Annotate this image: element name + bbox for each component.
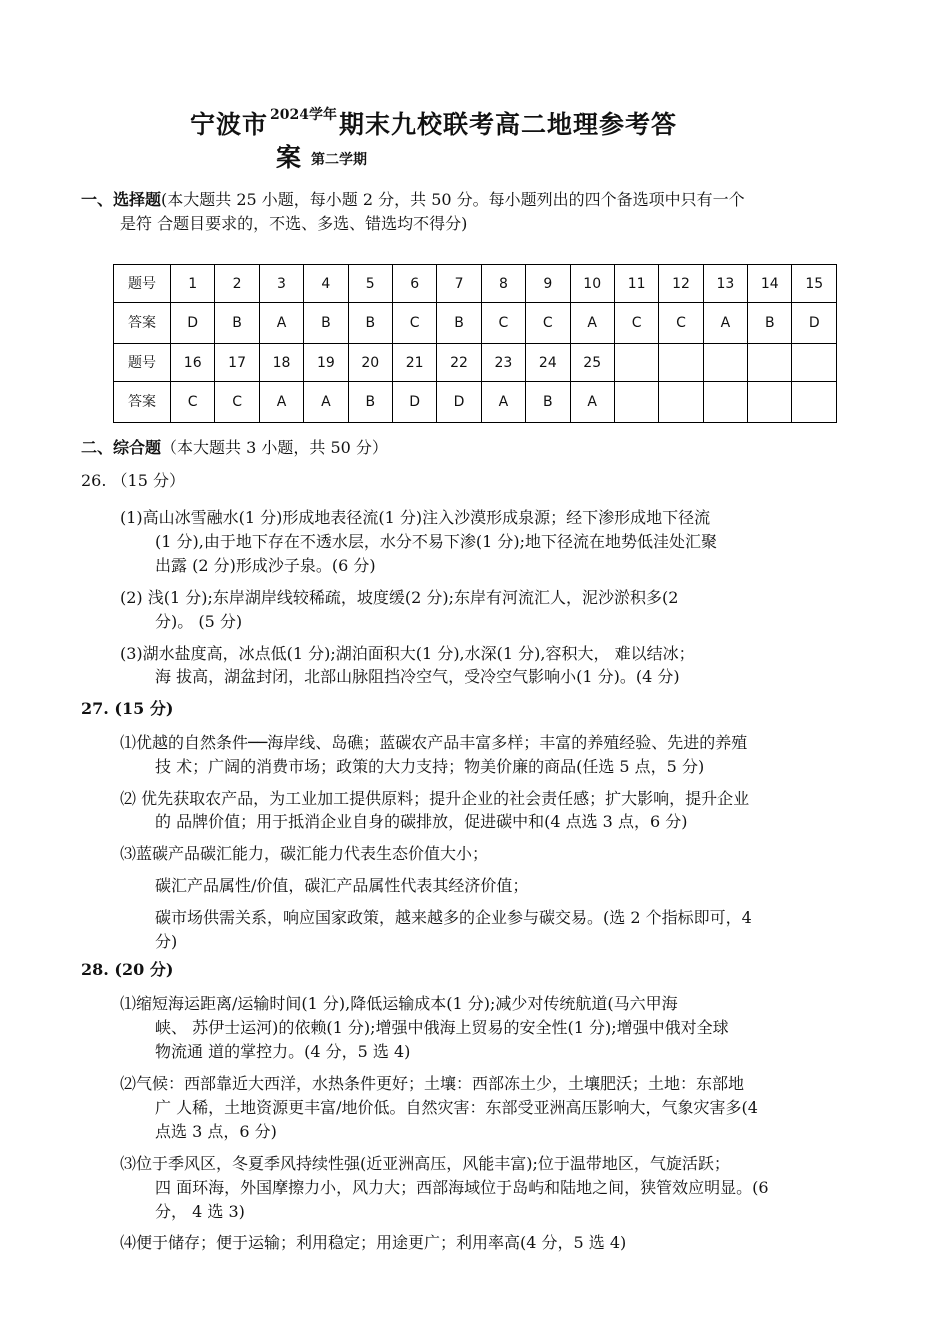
question-number-cell: 11: [614, 265, 658, 303]
answer-cell: C: [481, 303, 525, 344]
question-number-cell: 22: [437, 344, 481, 382]
answer-cell: [748, 382, 792, 423]
q28-part2-line3: 点选 3 点，6 分): [155, 1122, 277, 1141]
q27-part3-line2: 碳汇产品属性/价值，碳汇产品属性代表其经济价值；: [155, 876, 529, 895]
question-number-cell: 18: [259, 344, 303, 382]
page-title: [190, 107, 677, 141]
q28-part3-line3: 分， 4 选 3): [155, 1202, 245, 1221]
question-number-cell: 2: [215, 265, 259, 303]
answer-cell: B: [304, 303, 348, 344]
answer-cell: C: [659, 303, 703, 344]
question-number-cell: [792, 344, 837, 382]
q26-part2-line1: (2) 浅(1 分);东岸湖岸线较稀疏，坡度缓(2 分);东岸有河流汇人，泥沙淤积多(2: [120, 588, 679, 607]
answer-cell: D: [437, 382, 481, 423]
q28-part1-line1: ⑴缩短海运距离/运输时间(1 分),降低运输成本(1 分);减少对传统航道(马六甲海: [120, 994, 678, 1013]
q27-heading: 27. (15 分): [81, 699, 174, 718]
answer-cell: D: [792, 303, 837, 344]
title-semester: 第二学期: [311, 152, 368, 168]
question-number-cell: 10: [570, 265, 614, 303]
question-number-cell: 16: [171, 344, 215, 382]
question-number-cell: 7: [437, 265, 481, 303]
section1-label: 一、选择题: [81, 190, 162, 209]
row-label: 题号: [114, 344, 171, 382]
question-number-cell: 14: [748, 265, 792, 303]
answer-row: [114, 303, 837, 344]
section1-desc-line1: (本大题共 25 小题，每小题 2 分，共 50 分。每小题列出的四个备选项中只有一个: [161, 190, 745, 209]
q26-part2-line2: 分)。 (5 分): [155, 612, 243, 631]
answer-cell: B: [348, 382, 392, 423]
q27-part2-line2: 的 品牌价值；用于抵消企业自身的碳排放，促进碳中和(4 点选 3 点，6 分): [155, 812, 688, 831]
answer-cell: B: [748, 303, 792, 344]
q27-part3-line3: 碳市场供需关系，响应国家政策，越来越多的企业参与碳交易。(选 2 个指标即可，4: [155, 908, 752, 927]
q26-part1-line2: (1 分),由于地下存在不透水层，水分不易下渗(1 分);地下径流在地势低洼处汇聚: [155, 532, 717, 551]
title-year: 2024学年: [270, 107, 337, 123]
question-number-cell: 8: [481, 265, 525, 303]
question-number-cell: [748, 344, 792, 382]
question-number-cell: 24: [526, 344, 570, 382]
question-number-cell: 1: [171, 265, 215, 303]
question-number-cell: 9: [526, 265, 570, 303]
q28-part1-line3: 物流通 道的掌控力。(4 分，5 选 4): [155, 1042, 411, 1061]
answer-cell: C: [392, 303, 436, 344]
answer-cell: A: [481, 382, 525, 423]
question-number-cell: [659, 344, 703, 382]
question-number-cell: 25: [570, 344, 614, 382]
section2-desc: （本大题共 3 小题，共 50 分）: [161, 438, 388, 457]
answer-cell: A: [703, 303, 747, 344]
page-title-continued: [276, 143, 368, 174]
q27-part2-line1: ⑵ 优先获取农产品，为工业加工提供原料；提升企业的社会责任感；扩大影响，提升企业: [120, 789, 750, 808]
q28-part2-line2: 广 人稀，土地资源更丰富/地价低。自然灾害：东部受亚洲高压影响大，气象灾害多(4: [155, 1098, 758, 1117]
answer-cell: [614, 382, 658, 423]
q28-part1-line2: 峡、 苏伊士运河)的依赖(1 分);增强中俄海上贸易的安全性(1 分);增强中俄对全球: [155, 1018, 729, 1037]
answer-table: [113, 264, 837, 423]
q28-part3-line1: ⑶位于季风区，冬夏季风持续性强(近亚洲高压，风能丰富);位于温带地区，气旋活跃；: [120, 1154, 730, 1173]
question-number-cell: [614, 344, 658, 382]
question-number-cell: 13: [703, 265, 747, 303]
q27-part1-line2: 技 术；广阔的消费市场；政策的大力支持；物美价廉的商品(任选 5 点，5 分): [155, 757, 705, 776]
question-number-cell: 4: [304, 265, 348, 303]
answer-cell: C: [215, 382, 259, 423]
q26-heading: 26. （15 分）: [81, 471, 185, 490]
q27-part1-line1: ⑴优越的自然条件──海岸线、岛礁；蓝碳农产品丰富多样；丰富的养殖经验、先进的养殖: [120, 733, 748, 752]
answer-cell: B: [526, 382, 570, 423]
answer-cell: [792, 382, 837, 423]
answer-cell: C: [171, 382, 215, 423]
question-number-cell: 5: [348, 265, 392, 303]
q26-part1-line1: (1)高山冰雪融水(1 分)形成地表径流(1 分)注入沙漠形成泉源；经下渗形成地下径流: [120, 508, 711, 527]
answer-cell: C: [614, 303, 658, 344]
answer-cell: B: [437, 303, 481, 344]
answer-cell: D: [392, 382, 436, 423]
answer-row: [114, 382, 837, 423]
title-city: 宁波市: [190, 110, 269, 139]
question-row: [114, 344, 837, 382]
question-number-cell: 17: [215, 344, 259, 382]
row-label: 答案: [114, 303, 171, 344]
title-main: 期末九校联考高二地理参考答: [338, 110, 677, 139]
answer-cell: B: [348, 303, 392, 344]
answer-cell: [703, 382, 747, 423]
q28-part4-line1: ⑷便于储存；便于运输；利用稳定；用途更广；利用率高(4 分，5 选 4): [120, 1233, 627, 1252]
question-number-cell: 3: [259, 265, 303, 303]
section2-header: [81, 436, 388, 460]
q26-part3-line2: 海 拔高，湖盆封闭，北部山脉阻挡冷空气，受冷空气影响小(1 分)。(4 分): [155, 667, 680, 686]
question-number-cell: [703, 344, 747, 382]
section1-header: [81, 188, 745, 212]
question-number-cell: 15: [792, 265, 837, 303]
question-number-cell: 20: [348, 344, 392, 382]
section2-label: 二、综合题: [81, 438, 162, 457]
q26-part3-line1: (3)湖水盐度高，冰点低(1 分);湖泊面积大(1 分),水深(1 分),容积大， 难以结冰；: [120, 644, 695, 663]
q28-part3-line2: 四 面环海，外国摩擦力小，风力大；西部海域位于岛屿和陆地之间，狭管效应明显。(6: [155, 1178, 769, 1197]
title-end: 案: [276, 143, 302, 172]
q27-part3-line1: ⑶蓝碳产品碳汇能力，碳汇能力代表生态价值大小；: [120, 844, 489, 863]
q26-part1-line3: 出露 (2 分)形成沙子泉。(6 分): [155, 556, 376, 575]
q28-heading: 28. (20 分): [81, 960, 174, 979]
question-row: [114, 265, 837, 303]
answer-cell: A: [570, 382, 614, 423]
answer-cell: C: [526, 303, 570, 344]
answer-cell: A: [259, 303, 303, 344]
answer-cell: D: [171, 303, 215, 344]
q28-part2-line1: ⑵气候：西部靠近大西洋，水热条件更好；土壤：西部冻土少，土壤肥沃；土地：东部地: [120, 1074, 745, 1093]
answer-cell: A: [304, 382, 348, 423]
answer-cell: B: [215, 303, 259, 344]
question-number-cell: 19: [304, 344, 348, 382]
answer-cell: A: [259, 382, 303, 423]
row-label: 题号: [114, 265, 171, 303]
row-label: 答案: [114, 382, 171, 423]
section1-desc-line2: 是符 合题目要求的，不选、多选、错选均不得分): [120, 214, 468, 233]
question-number-cell: 12: [659, 265, 703, 303]
question-number-cell: 23: [481, 344, 525, 382]
answer-cell: [659, 382, 703, 423]
question-number-cell: 21: [392, 344, 436, 382]
answer-cell: A: [570, 303, 614, 344]
question-number-cell: 6: [392, 265, 436, 303]
q27-part3-line4: 分): [155, 932, 178, 951]
